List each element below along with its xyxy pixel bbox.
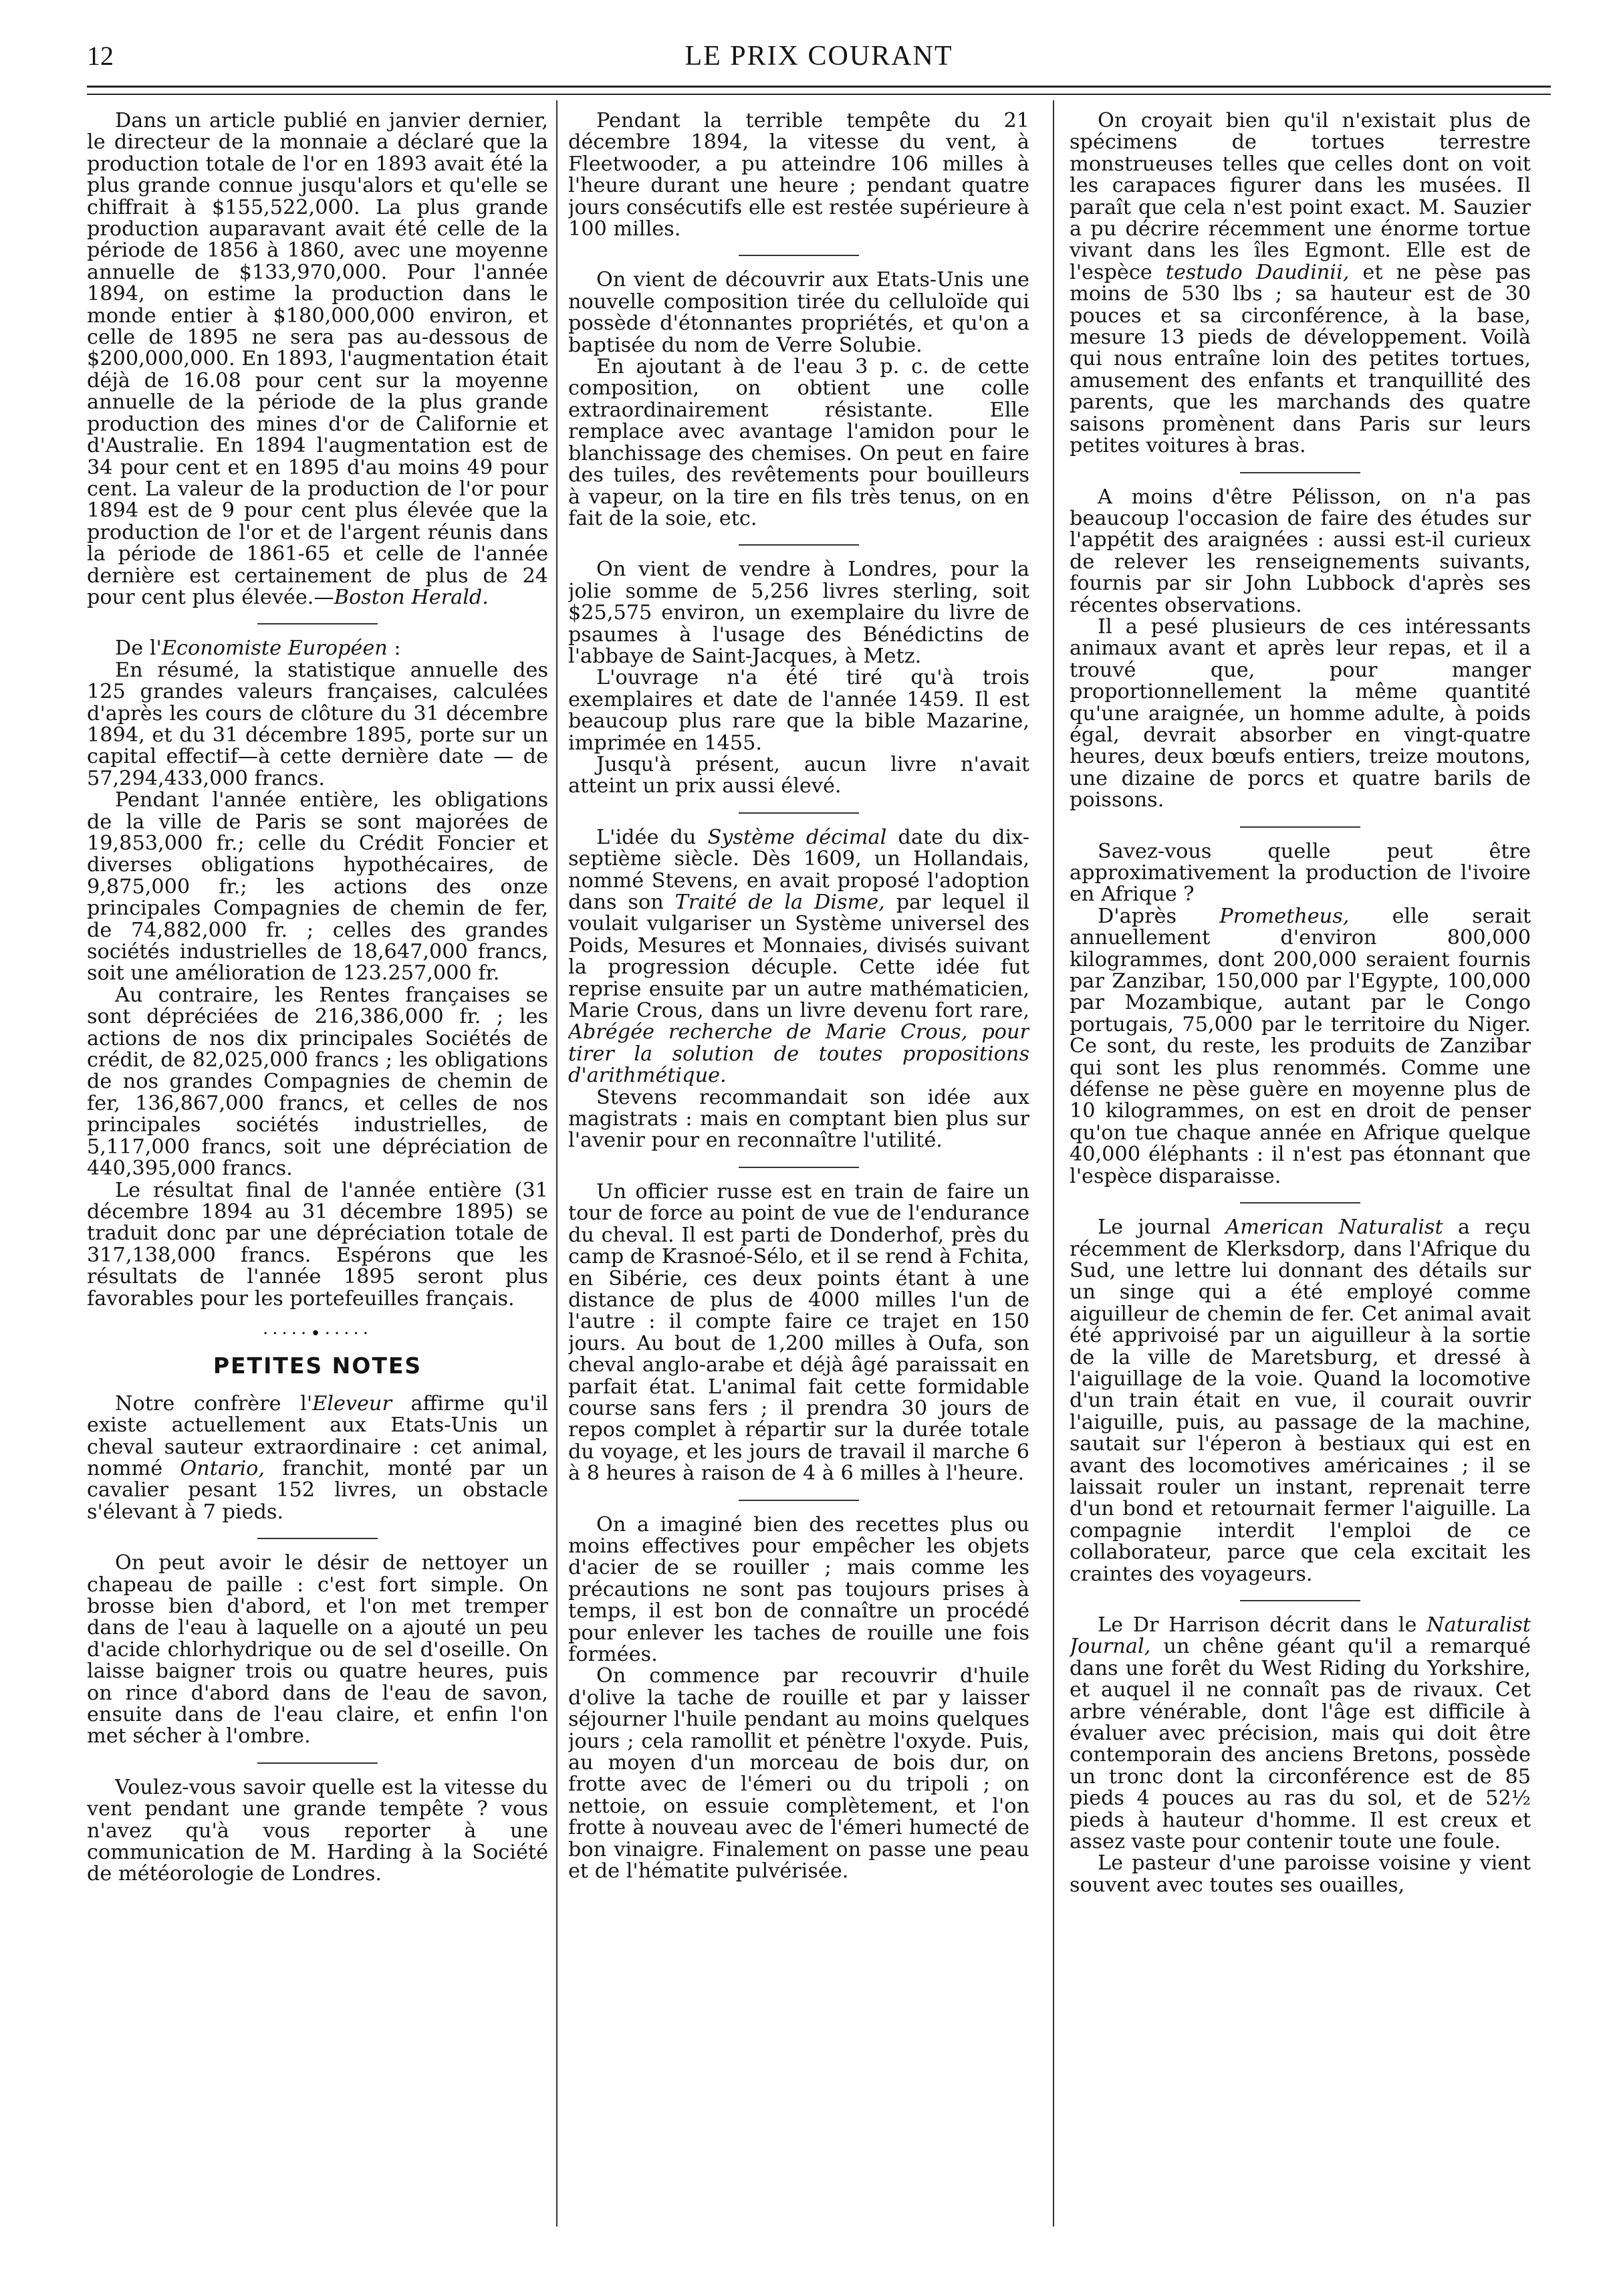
paragraph-text: Dans un article publié en janvier dernier, le directeur de la monnaie a déclaré que la production totale de l'or en 1893 avait été la plus grande connue jusqu'alors et qu'elle se chiffrait à $155,522,000. La plus grande production auparavant avait été celle de la période de 1856 à 1860, avec une moyenne annuelle de $133,970,000. Pour l'année 1894, on estime la production dans le monde entier à $180,000,000 environ, et celle de 1895 ne sera pas au-dessous de $200,000,000. En 1893, l'augmentation était déjà de 16.08 pour cent sur la moyenne annuelle de la période de la plus grande production des mines d'or de Californie et d'Australie. En 1894 l'augmentation est de 34 pour cent et en 1895 d'au moins 49 pour cent. La valeur de la production de l'or pour 1894 est de 9 pour cent plus élevée que la production de l'or et de l'argent réunis dans la période de 1861-65 et celle de l'année dernière est certainement de plus de 24 pour cent plus élevée. (87, 110, 548, 609)
separator (257, 1538, 378, 1539)
paragraph: Pendant l'année entière, les obligations de la ville de Paris se sont majorées de 19,853,000 fr.; celle du Crédit Foncier et diverses obligations hypothécaires, de 9,875,000 fr.; les actions des onze principales Compagnies de chemin de fer, de 74,882,000 fr. ; celles des grandes sociétés industrielles de 18,647,000 francs, soit une amélioration de 123.257,000 fr. (87, 788, 548, 986)
italic-text: Eleveur (312, 1391, 392, 1415)
paragraph (568, 827, 1029, 1087)
separator (739, 255, 859, 256)
separator (739, 1167, 859, 1168)
paragraph-text: L'idée du (596, 825, 708, 849)
paragraph-text: a reçu récemment de Klerksdorp, dans l'Afrique du Sud, une lettre lui donnant des détails sur un singe qui a été employé comme aiguilleur de chemin de fer. Cet animal avait été apprivoisé par un aiguilleur à la sortie de la ville de Maretsburg, et dressé à l'aiguillage de la voie. Quand la locomotive d'un train était en vue, il courait ouvrir l'aiguille, puis, au passage de la machine, sautait sur l'éperon à bestiaux qui est en avant des locomotives américaines ; il se laissait rouler un instant, reprenait terre d'un bond et retournait fermer l'aiguille. La compagnie interdit l'emploi de ce collaborateur, parce que cela excitait les craintes des voyageurs. (1070, 1216, 1531, 1586)
separator (1240, 1202, 1360, 1203)
separator (739, 1500, 859, 1501)
separator (739, 544, 859, 546)
separator (257, 1762, 378, 1764)
paragraph: On vient de découvrir aux Etats-Unis une nouvelle composition tirée du celluloïde qui possède d'étonnantes propriétés, et qu'on a baptisée du nom de Verre Solubie. (568, 268, 1029, 357)
page-header (87, 40, 1551, 80)
column-2 (568, 110, 1029, 2243)
page-number: 12 (87, 41, 114, 71)
paragraph-text: : (387, 637, 401, 661)
separator (257, 623, 378, 624)
separator (739, 812, 859, 814)
page-title: LE PRIX COURANT (685, 41, 953, 72)
paragraph: L'ouvrage n'a été tiré qu'à trois exemplaires et date de l'année 1459. Il est beaucoup plus rare que la bible Mazarine, imprimée en 1455. (568, 666, 1029, 755)
paragraph: Jusqu'à présent, aucun livre n'avait atteint un prix aussi élevé. (568, 752, 1029, 798)
paragraph: Au contraire, les Rentes françaises se sont dépréciées de 216,386,000 fr. ; les actions de nos dix principales Sociétés de crédit, de 82,025,000 francs ; les obligations de nos grandes Compagnies de chemin de fer, 136,867,000 francs, et celles de nos principales sociétés industrielles, de 5,117,000 francs, soit une dépréciation de 440,395,000 francs. (87, 983, 548, 1181)
italic-text: Ontario, (180, 1456, 265, 1480)
paragraph: Il a pesé plusieurs de ces intéressants animaux avant et après leur repas, et il a trouvé que, pour manger proportionnellement la même quantité qu'une araignée, un homme adulte, à poids égal, devrait absorber en vingt-quatre heures, deux bœufs entiers, treize moutons, une dizaine de porcs et quatre barils de poissons. (1070, 614, 1531, 812)
header-rule (87, 86, 1551, 88)
paragraph-text: franchit, monté par un cavalier pesant 152 livres, un obstacle s'élevant à 7 pieds. (87, 1456, 548, 1524)
paragraph: Un officier russe est en train de faire un tour de force au point de vue de l'endurance du cheval. Il est parti de Donderhof, près du camp de Krasnoé-Sélo, et il se rend à Fchita, en Sibérie, ces deux points étant à une distance de plus de 4000 milles l'un de l'autre : il compte faire ce trajet en 150 jours. Au bout de 1,200 milles à Oufa, son cheval anglo-arabe et déjà âgé paraissait en parfait état. L'animal fait cette formidable course sans fers ; il prendra 30 jours de repos complet à répartir sur la durée totale du voyage, et les jours de travail il marche 6 à 8 heures à raison de 4 à 6 milles à l'heure. (568, 1179, 1029, 1486)
paragraph-text: par lequel il voulait vulgariser un Système universel des Poids, Mesures et Monnaies, divisés suivant la progression décuple. Cette idée fut reprise ensuite par un autre mathématicien, Marie Crous, dans un livre devenu fort rare, (568, 891, 1029, 1023)
paragraph-text: date du dix-septième siècle. Dès 1609, un Hollandais, nommé Stevens, en avait proposé l'adoption dans son (568, 825, 1029, 914)
paragraph (1070, 906, 1531, 1187)
paragraph (1070, 1217, 1531, 1585)
column-3 (1070, 110, 1531, 2243)
paragraph-text: affirme qu'il existe actuellement aux Etats-Unis un cheval sauteur extraordinaire : cet animal, nommé (87, 1391, 548, 1480)
italic-text: testudo Daudinii, (1165, 260, 1350, 284)
paragraph-text: De l' (115, 637, 162, 661)
paragraph-text: un chêne géant qu'il a remarqué dans une forêt du West Riding du Yorkshire, et auquel il ne connaît pas de rivaux. Cet arbre vénérable, dont l'âge est difficile à évaluer avec précision, mais qui doit être contemporain des anciens Bretons, possède un tronc dont la circonférence est de 85 pieds 4 pouces au ras du sol, et de 52½ pieds à hauteur d'homme. Il est creux et assez vaste pour contenir toute une foule. (1070, 1635, 1531, 1854)
paragraph-text: et ne pèse pas moins de 530 lbs ; sa hauteur est de 30 pouces et sa circonférence, à la base, mesure 13 pieds de développement. Voilà qui nous entraîne loin des petites tortues, amusement des enfants et tranquillité des parents, que les marchands des quatre saisons promènent dans Paris sur leurs petites voitures à bras. (1070, 260, 1531, 458)
separator (1240, 1600, 1360, 1601)
paragraph: Voulez-vous savoir quelle est la vitesse du vent pendant une grande tempête ? vous n'avez qu'à vous reporter à une communication de M. Harding à la Société de météorologie de Londres. (87, 1775, 548, 1886)
paragraph: En résumé, la statistique annuelle des 125 grandes valeurs françaises, calculées d'après les cours de clôture du 31 décembre 1894, et du 31 décembre 1895, porte sur un capital effectif—à cette dernière date — de 57,294,433,000 francs. (87, 658, 548, 790)
ornament-divider: ·····•····· (263, 1323, 372, 1344)
paragraph: Stevens recommandait son idée aux magistrats : mais en comptant bien plus sur l'avenir pour en reconnaître l'utilité. (568, 1085, 1029, 1153)
paragraph-text: elle serait annuellement d'environ 800,000 kilogrammes, dont 200,000 seraient fournis par Zanzibar, 150,000 par l'Egypte, 100,000 par Mozambique, autant par le Congo portugais, 75,000 par le territoire du Niger. Ce sont, du reste, les produits de Zanzibar qui sont les plus renommés. Comme une défense ne pèse guère en moyenne plus de 10 kilogrammes, on est en droit de penser qu'on tue chaque année en Afrique quelque 40,000 éléphants : il n'est pas étonnant que l'espèce disparaisse. (1070, 904, 1531, 1188)
paragraph-text: Le journal (1098, 1216, 1226, 1240)
paragraph: Savez-vous quelle peut être approximativement la production de l'ivoire en Afrique ? (1070, 839, 1531, 907)
column-1 (87, 110, 548, 2243)
italic-text: American Naturalist (1225, 1216, 1443, 1240)
paragraph: On commence par recouvrir d'huile d'olive la tache de rouille et par y laisser séjourner l'huile pendant au moins quelques jours ; cela ramollit et pénètre l'oxyde. Puis, au moyen d'un morceau de bois dur, on frotte avec de l'émeri ou du tripoli ; on nettoie, on essuie complètement, et l'on frotte à nouveau avec de l'émeri humecté de bon vinaigre. Finalement on passe une peau et de l'hématite pulvérisée. (568, 1664, 1029, 1883)
source-citation: —Boston Herald. (314, 585, 489, 609)
italic-text: Naturalist Journal, (1070, 1613, 1531, 1659)
paragraph: Pendant la terrible tempête du 21 décembre 1894, la vitesse du vent, à Fleetwooder, a pu atteindre 106 milles à l'heure durant une heure ; pendant quatre jours consécutifs elle est restée supérieure à 100 milles. (568, 110, 1029, 241)
source-citation: Economiste Européen (161, 637, 388, 661)
italic-text: Système décimal (707, 825, 887, 849)
paragraph (1070, 110, 1531, 457)
paragraph-text: D'après (1098, 904, 1220, 928)
italic-text: Abrégée recherche de Marie Crous, pour tirer la solution de toutes propositions d'arithmétique. (568, 1020, 1029, 1088)
column-divider (1053, 100, 1054, 2226)
separator (1240, 826, 1360, 828)
paragraph-text: Notre confrère l' (115, 1391, 313, 1415)
italic-text: Traité de la Disme, (674, 891, 885, 914)
section-title: PETITES NOTES (213, 1353, 422, 1379)
header-rule-thin (87, 94, 1551, 95)
separator (1240, 472, 1360, 473)
paragraph: Le résultat final de l'année entière (31 décembre 1894 au 31 décembre 1895) se traduit donc par une dépréciation totale de 317,138,000 francs. Espérons que les résultats de l'année 1895 seront plus favorables pour les portefeuilles français. (87, 1178, 548, 1310)
paragraph (87, 1393, 548, 1523)
paragraph: En ajoutant à de l'eau 3 p. c. de cette composition, on obtient une colle extraordinairement résistante. Elle remplace avec avantage l'amidon pour le blanchissage des chemises. On peut en faire des tuiles, des revêtements pour bouilleurs à vapeur, on la tire en fils très tenus, on en fait de la soie, etc. (568, 355, 1029, 530)
source-intro (87, 638, 548, 659)
paragraph-text: Le Dr Harrison décrit dans le (1098, 1613, 1427, 1637)
paragraph: On a imaginé bien des recettes plus ou moins effectives pour empêcher les objets d'acier de se rouiller ; mais comme les précautions ne sont pas toujours prises à temps, il est bon de connaître un procédé pour enlever les taches de rouille une fois formées. (568, 1512, 1029, 1666)
paragraph: Le pasteur d'une paroisse voisine y vient souvent avec toutes ses ouailles, (1070, 1851, 1531, 1897)
paragraph (1070, 1615, 1531, 1853)
column-divider (556, 100, 558, 2226)
paragraph: On vient de vendre à Londres, pour la jolie somme de 5,256 livres sterling, soit $25,575 environ, un exemplaire du livre de psaumes à l'usage des Bénédictins de l'abbaye de Saint-Jacques, à Metz. (568, 558, 1029, 668)
article-gold-production (87, 110, 548, 608)
paragraph: A moins d'être Pélisson, on n'a pas beaucoup l'occasion de faire des études sur l'appétit des araignées : aussi est-il curieux de relever les renseignements suivants, fournis par sir John Lubbock d'après ses récentes observations. (1070, 485, 1531, 617)
italic-text: Prometheus, (1219, 904, 1350, 928)
paragraph-text: On croyait bien qu'il n'existait plus de spécimens de tortues terrestre monstrueuses telles que celles dont on voit les carapaces figurer dans les musées. Il paraît que cela n'est point exact. M. Sauzier a pu décrire récemment une énorme tortue vivant dans les îles Egmont. Elle est de l'espèce (1070, 110, 1531, 284)
paragraph: On peut avoir le désir de nettoyer un chapeau de paille : c'est fort simple. On brosse bien d'abord, et l'on met tremper dans de l'eau à laquelle on a ajouté un peu d'acide chlorhydrique ou de sel d'oseille. On laisse baigner trois ou quatre heures, puis on rince d'abord dans de l'eau de savon, ensuite dans de l'eau claire, et enfin l'on met sécher à l'ombre. (87, 1551, 548, 1748)
